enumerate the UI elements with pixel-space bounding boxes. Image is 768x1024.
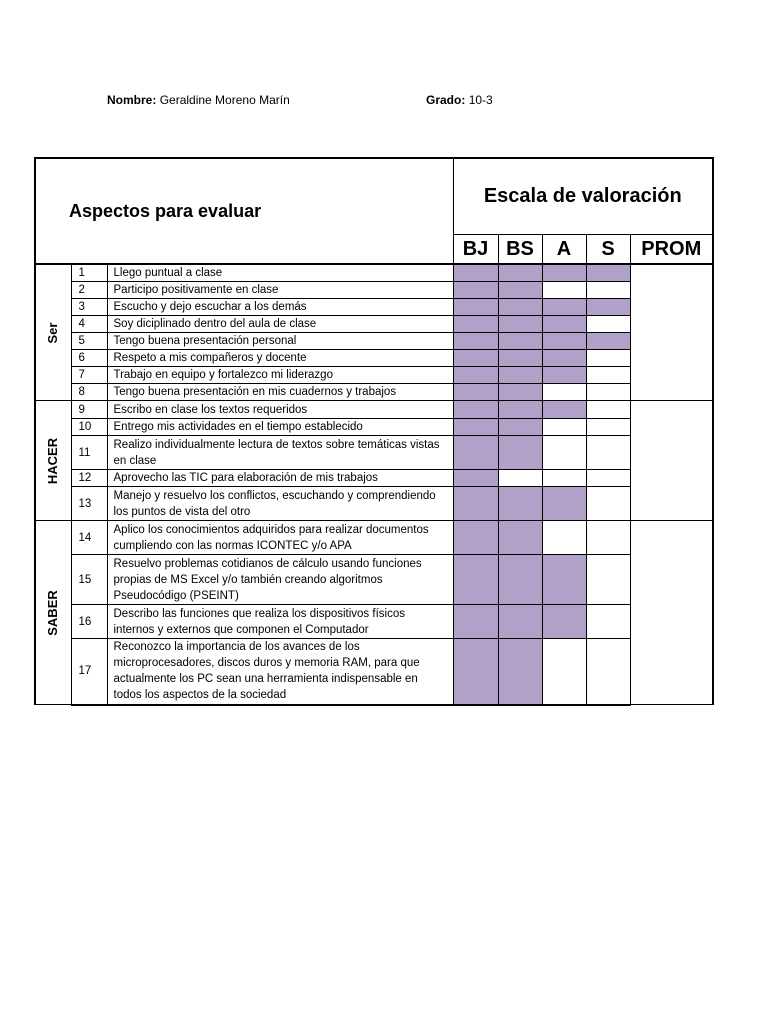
score-cell-a [542, 299, 586, 316]
score-cell-s [586, 264, 630, 282]
item-number: 5 [71, 333, 107, 350]
grade-line [426, 93, 493, 107]
score-cell-bs [498, 350, 542, 367]
name-label: Nombre: [107, 93, 157, 107]
score-cell-a [542, 264, 586, 282]
score-cell-s [586, 436, 630, 470]
item-number: 8 [71, 384, 107, 401]
score-cell-s [586, 639, 630, 705]
score-cell-bj [453, 299, 498, 316]
score-cell-bs [498, 521, 542, 555]
score-cell-bj [453, 470, 498, 487]
item-description: Soy diciplinado dentro del aula de clase [107, 316, 453, 333]
grade-label: Grado: [426, 93, 466, 107]
score-cell-a [542, 605, 586, 639]
score-cell-s [586, 605, 630, 639]
score-cell-bj [453, 350, 498, 367]
score-cell-bs [498, 384, 542, 401]
section-cell [35, 401, 71, 521]
table-row [35, 521, 713, 555]
section-cell [35, 264, 71, 401]
score-cell-a [542, 487, 586, 521]
score-cell-s [586, 521, 630, 555]
scale-col-bs: BS [498, 234, 542, 264]
evaluation-table [34, 157, 714, 706]
score-cell-bj [453, 555, 498, 605]
score-cell-bj [453, 282, 498, 299]
score-cell-bj [453, 367, 498, 384]
scale-col-a: A [542, 234, 586, 264]
scale-title: Escala de valoración [453, 158, 713, 234]
score-cell-a [542, 367, 586, 384]
table-row [35, 316, 713, 333]
item-number: 11 [71, 436, 107, 470]
score-cell-a [542, 282, 586, 299]
item-number: 13 [71, 487, 107, 521]
score-cell-bs [498, 555, 542, 605]
prom-col: PROM [630, 234, 713, 264]
table-row [35, 282, 713, 299]
item-number: 14 [71, 521, 107, 555]
scale-col-s: S [586, 234, 630, 264]
aspects-title: Aspectos para evaluar [35, 158, 453, 264]
section-label: SABER [45, 589, 61, 636]
item-number: 7 [71, 367, 107, 384]
scale-col-bj: BJ [453, 234, 498, 264]
item-description: Resuelvo problemas cotidianos de cálculo usando funciones propias de MS Excel y/o también creando algoritmos Pseudocódigo (PSEINT) [107, 555, 453, 605]
item-description: Llego puntual a clase [107, 264, 453, 282]
table-row [35, 299, 713, 316]
prom-cell [630, 401, 713, 521]
table-row [35, 555, 713, 605]
score-cell-a [542, 419, 586, 436]
score-cell-s [586, 350, 630, 367]
item-description: Trabajo en equipo y fortalezco mi liderazgo [107, 367, 453, 384]
item-number: 10 [71, 419, 107, 436]
score-cell-s [586, 333, 630, 350]
score-cell-bj [453, 521, 498, 555]
section-label: HACER [45, 437, 61, 484]
item-description: Aprovecho las TIC para elaboración de mis trabajos [107, 470, 453, 487]
item-number: 17 [71, 639, 107, 705]
item-number: 9 [71, 401, 107, 419]
item-description: Escucho y dejo escuchar a los demás [107, 299, 453, 316]
item-description: Entrego mis actividades en el tiempo establecido [107, 419, 453, 436]
table-row [35, 487, 713, 521]
table-row [35, 639, 713, 705]
score-cell-bs [498, 316, 542, 333]
table-row [35, 401, 713, 419]
score-cell-s [586, 384, 630, 401]
score-cell-s [586, 282, 630, 299]
score-cell-s [586, 401, 630, 419]
score-cell-bj [453, 639, 498, 705]
score-cell-bj [453, 401, 498, 419]
table-row [35, 470, 713, 487]
item-description: Manejo y resuelvo los conflictos, escuchando y comprendiendo los puntos de vista del otro [107, 487, 453, 521]
score-cell-a [542, 333, 586, 350]
score-cell-s [586, 367, 630, 384]
score-cell-bj [453, 384, 498, 401]
score-cell-a [542, 470, 586, 487]
score-cell-bs [498, 282, 542, 299]
score-cell-bs [498, 487, 542, 521]
item-number: 3 [71, 299, 107, 316]
score-cell-a [542, 401, 586, 419]
table-row [35, 436, 713, 470]
score-cell-s [586, 419, 630, 436]
item-number: 16 [71, 605, 107, 639]
item-number: 15 [71, 555, 107, 605]
item-description: Realizo individualmente lectura de textos sobre temáticas vistas en clase [107, 436, 453, 470]
item-number: 6 [71, 350, 107, 367]
name-value: Geraldine Moreno Marín [159, 93, 290, 107]
score-cell-s [586, 316, 630, 333]
section-cell [35, 521, 71, 705]
score-cell-a [542, 521, 586, 555]
score-cell-bs [498, 436, 542, 470]
score-cell-s [586, 470, 630, 487]
score-cell-bs [498, 401, 542, 419]
score-cell-bs [498, 419, 542, 436]
section-label: Ser [45, 322, 61, 343]
item-number: 12 [71, 470, 107, 487]
score-cell-a [542, 555, 586, 605]
item-number: 2 [71, 282, 107, 299]
table-row [35, 605, 713, 639]
score-cell-bj [453, 605, 498, 639]
score-cell-bs [498, 264, 542, 282]
item-description: Describo las funciones que realiza los dispositivos físicos internos y externos que componen el Computador [107, 605, 453, 639]
student-name-line [107, 93, 290, 107]
score-cell-bj [453, 419, 498, 436]
score-cell-s [586, 555, 630, 605]
table-row [35, 384, 713, 401]
score-cell-bj [453, 316, 498, 333]
table-body [35, 264, 713, 705]
table-row [35, 264, 713, 282]
score-cell-s [586, 299, 630, 316]
item-description: Respeto a mis compañeros y docente [107, 350, 453, 367]
score-cell-bs [498, 605, 542, 639]
prom-cell [630, 264, 713, 401]
item-description: Aplico los conocimientos adquiridos para realizar documentos cumpliendo con las normas ICONTEC y/o APA [107, 521, 453, 555]
score-cell-bj [453, 436, 498, 470]
table-row [35, 419, 713, 436]
score-cell-bj [453, 487, 498, 521]
score-cell-a [542, 350, 586, 367]
score-cell-a [542, 639, 586, 705]
score-cell-bs [498, 299, 542, 316]
table-row [35, 333, 713, 350]
score-cell-bs [498, 333, 542, 350]
item-description: Reconozco la importancia de los avances de los microprocesadores, discos duros y memoria RAM, para que actualmente los PC sean una herramienta indispensable en todos los aspectos de la sociedad [107, 639, 453, 705]
score-cell-bs [498, 367, 542, 384]
item-number: 4 [71, 316, 107, 333]
item-description: Escribo en clase los textos requeridos [107, 401, 453, 419]
score-cell-a [542, 316, 586, 333]
prom-cell [630, 521, 713, 705]
score-cell-s [586, 487, 630, 521]
item-description: Participo positivamente en clase [107, 282, 453, 299]
item-description: Tengo buena presentación en mis cuadernos y trabajos [107, 384, 453, 401]
score-cell-bj [453, 264, 498, 282]
score-cell-a [542, 384, 586, 401]
item-description: Tengo buena presentación personal [107, 333, 453, 350]
table-row [35, 367, 713, 384]
score-cell-bs [498, 470, 542, 487]
grade-value: 10-3 [468, 93, 493, 107]
table-row [35, 350, 713, 367]
score-cell-bj [453, 333, 498, 350]
score-cell-a [542, 436, 586, 470]
score-cell-bs [498, 639, 542, 705]
item-number: 1 [71, 264, 107, 282]
